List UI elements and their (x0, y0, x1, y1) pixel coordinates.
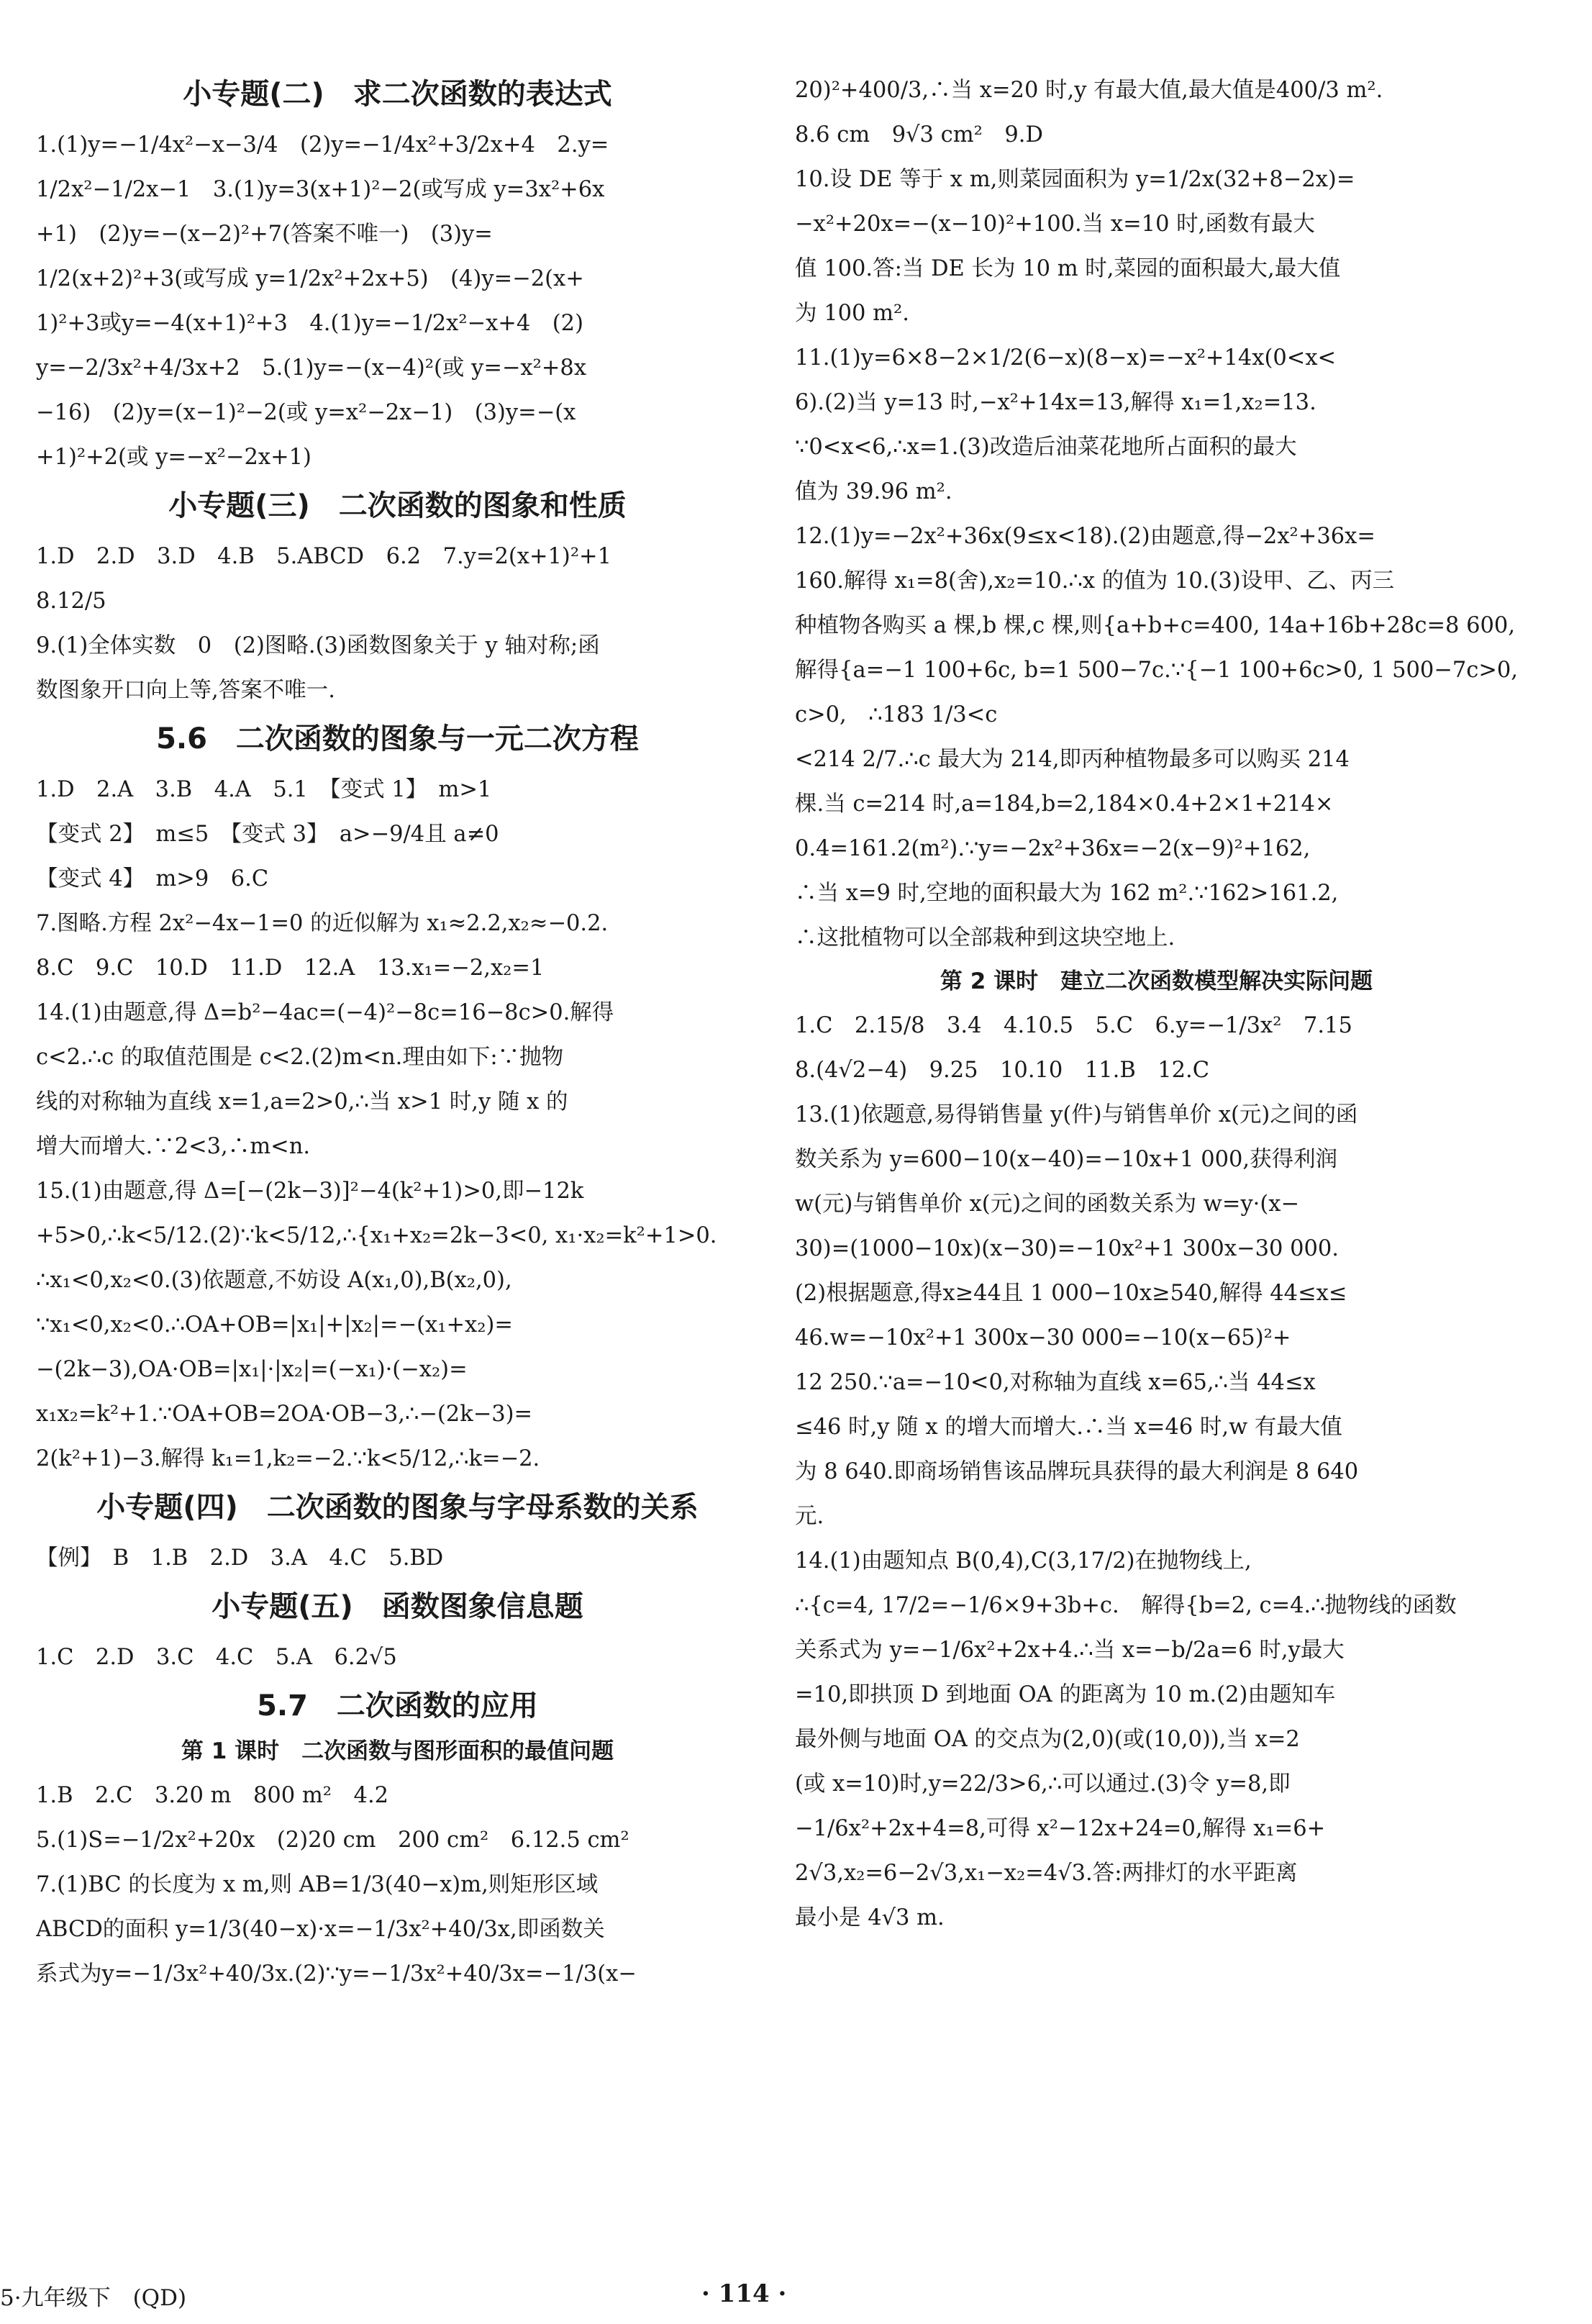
answer-line: 棵.当 c=214 时,a=184,b=2,184×0.4+2×1+214× (795, 791, 1334, 817)
answer-line: =10,即拱顶 D 到地面 OA 的距离为 10 m.(2)由题知车 (795, 1682, 1336, 1707)
answer-line: 1.C 2.D 3.C 4.C 5.A 6.2√5 (36, 1645, 397, 1670)
answer-line: (或 x=10)时,y=22/3>6,∴可以通过.(3)令 y=8,即 (795, 1771, 1291, 1797)
answer-line: 最小是 4√3 m. (795, 1905, 945, 1930)
answer-line: 1.C 2.15/8 3.4 4.10.5 5.C 6.y=−1/3x² 7.15 (795, 1013, 1352, 1038)
right-column (795, 68, 1518, 2133)
answer-line: 2√3,x₂=6−2√3,x₁−x₂=4√3.答:两排灯的水平距离 (795, 1861, 1298, 1886)
answer-line: 增大而增大.∵2<3,∴m<n. (36, 1134, 311, 1159)
answer-line: 15.(1)由题意,得 Δ=[−(2k−3)]²−4(k²+1)>0,即−12k (36, 1179, 584, 1204)
answer-line: (2)根据题意,得x≥44且 1 000−10x≥540,解得 44≤x≤ (795, 1281, 1347, 1306)
answer-line: ∴{c=4, 17/2=−1/6×9+3b+c. 解得{b=2, c=4.∴抛物线的函数 (795, 1593, 1457, 1618)
answer-line: 8.12/5 (36, 589, 106, 614)
answer-line: 种植物各购买 a 棵,b 棵,c 棵,则{a+b+c=400, 14a+16b+28c=8 600, (795, 613, 1516, 638)
section-title: 小专题(五) 函数图象信息题 (211, 1590, 583, 1623)
answer-line: 10.设 DE 等于 x m,则菜园面积为 y=1/2x(32+8−2x)= (795, 167, 1355, 192)
footer-grade-label: 5·九年级下 (QD) (0, 2285, 187, 2311)
answer-line: ∵0<x<6,∴x=1.(3)改造后油菜花地所占面积的最大 (795, 435, 1297, 460)
answer-line: 1.D 2.A 3.B 4.A 5.1 【变式 1】 m>1 (36, 777, 492, 802)
answer-line: 数关系为 y=600−10(x−40)=−10x+1 000,获得利润 (795, 1147, 1338, 1172)
answer-line: −1/6x²+2x+4=8,可得 x²−12x+24=0,解得 x₁=6+ (795, 1816, 1326, 1841)
section-title: 5.6 二次函数的图象与一元二次方程 (156, 722, 639, 755)
page-number: · 114 · (701, 2279, 787, 2308)
answer-line: 1.D 2.D 3.D 4.B 5.ABCD 6.2 7.y=2(x+1)²+1 (36, 544, 612, 569)
answer-line: −(2k−3),OA·OB=|x₁|·|x₂|=(−x₁)·(−x₂)= (36, 1357, 468, 1382)
answer-line: 值为 39.96 m². (795, 479, 952, 504)
answer-line: ≤46 时,y 随 x 的增大而增大.∴当 x=46 时,w 有最大值 (795, 1415, 1342, 1440)
answer-line: 12 250.∵a=−10<0,对称轴为直线 x=65,∴当 44≤x (795, 1370, 1316, 1395)
answer-line: ∵x₁<0,x₂<0.∴OA+OB=|x₁|+|x₂|=−(x₁+x₂)= (36, 1312, 513, 1338)
answer-line: 数图象开口向上等,答案不唯一. (36, 678, 335, 703)
answer-line: 11.(1)y=6×8−2×1/2(6−x)(8−x)=−x²+14x(0<x< (795, 345, 1337, 371)
section-title: 5.7 二次函数的应用 (257, 1689, 538, 1722)
answer-line: 160.解得 x₁=8(舍),x₂=10.∴x 的值为 10.(3)设甲、乙、丙三 (795, 568, 1395, 594)
lesson-subtitle: 第 2 课时 建立二次函数模型解决实际问题 (940, 968, 1373, 994)
answer-line: 2(k²+1)−3.解得 k₁=1,k₂=−2.∵k<5/12,∴k=−2. (36, 1446, 540, 1471)
answer-line: 1/2x²−1/2x−1 3.(1)y=3(x+1)²−2(或写成 y=3x²+6x (36, 177, 605, 202)
lesson-subtitle: 第 1 课时 二次函数与图形面积的最值问题 (181, 1738, 614, 1764)
answer-line: 46.w=−10x²+1 300x−30 000=−10(x−65)²+ (795, 1325, 1291, 1351)
answer-line: 为 100 m². (795, 301, 909, 326)
answer-line: c<2.∴c 的取值范围是 c<2.(2)m<n.理由如下:∵抛物 (36, 1045, 564, 1070)
section-title: 小专题(四) 二次函数的图象与字母系数的关系 (96, 1491, 699, 1524)
answer-line: 0.4=161.2(m²).∵y=−2x²+36x=−2(x−9)²+162, (795, 836, 1311, 861)
answer-line: 5.(1)S=−1/2x²+20x (2)20 cm 200 cm² 6.12.5 cm² (36, 1828, 629, 1853)
answer-line: ∴这批植物可以全部栽种到这块空地上. (795, 925, 1175, 950)
answer-line: 1/2(x+2)²+3(或写成 y=1/2x²+2x+5) (4)y=−2(x+ (36, 266, 584, 291)
answer-line: −x²+20x=−(x−10)²+100.当 x=10 时,函数有最大 (795, 212, 1315, 237)
answer-line: 系式为y=−1/3x²+40/3x.(2)∵y=−1/3x²+40/3x=−1/3(x− (36, 1961, 637, 1987)
answer-line: 1.B 2.C 3.20 m 800 m² 4.2 (36, 1783, 389, 1808)
answer-line: w(元)与销售单价 x(元)之间的函数关系为 w=y·(x− (795, 1191, 1300, 1217)
answer-line: 线的对称轴为直线 x=1,a=2>0,∴当 x>1 时,y 随 x 的 (36, 1089, 568, 1115)
answer-line: +5>0,∴k<5/12.(2)∵k<5/12,∴{x₁+x₂=2k−3<0, x₁·x₂=k²+1>0. (36, 1223, 717, 1248)
answer-line: 1)²+3或y=−4(x+1)²+3 4.(1)y=−1/2x²−x+4 (2) (36, 311, 583, 336)
answer-line: +1) (2)y=−(x−2)²+7(答案不唯一) (3)y= (36, 222, 493, 247)
answer-line: 值 100.答:当 DE 长为 10 m 时,菜园的面积最大,最大值 (795, 256, 1341, 281)
answer-line: 20)²+400/3,∴当 x=20 时,y 有最大值,最大值是400/3 m². (795, 78, 1383, 103)
answer-line: 为 8 640.即商场销售该品牌玩具获得的最大利润是 8 640 (795, 1459, 1359, 1484)
answer-line: 14.(1)由题意,得 Δ=b²−4ac=(−4)²−8c=16−8c>0.解得 (36, 1000, 614, 1025)
answer-line: 1.(1)y=−1/4x²−x−3/4 (2)y=−1/4x²+3/2x+4 2.y= (36, 132, 609, 158)
answer-line: ABCD的面积 y=1/3(40−x)·x=−1/3x²+40/3x,即函数关 (36, 1917, 605, 1942)
answer-line: 关系式为 y=−1/6x²+2x+4.∴当 x=−b/2a=6 时,y最大 (795, 1638, 1345, 1663)
answer-line: 8.C 9.C 10.D 11.D 12.A 13.x₁=−2,x₂=1 (36, 956, 545, 981)
answer-line: 8.6 cm 9√3 cm² 9.D (795, 122, 1043, 147)
answer-line: 解得{a=−1 100+6c, b=1 500−7c.∵{−1 100+6c>0, 1 500−7c>0, c>0, ∴183 1/3<c (795, 658, 1518, 727)
answer-line: 12.(1)y=−2x²+36x(9≤x<18).(2)由题意,得−2x²+36x= (795, 524, 1375, 549)
answer-line: y=−2/3x²+4/3x+2 5.(1)y=−(x−4)²(或 y=−x²+8x (36, 355, 587, 381)
answer-line: 【变式 4】 m>9 6.C (36, 866, 269, 891)
section-title: 小专题(三) 二次函数的图象和性质 (168, 489, 627, 522)
section-title: 小专题(二) 求二次函数的表达式 (183, 78, 612, 111)
answer-line: 7.(1)BC 的长度为 x m,则 AB=1/3(40−x)m,则矩形区域 (36, 1872, 599, 1897)
answer-line: 7.图略.方程 2x²−4x−1=0 的近似解为 x₁≈2.2,x₂≈−0.2. (36, 911, 609, 936)
answer-line: 30)=(1000−10x)(x−30)=−10x²+1 300x−30 000. (795, 1236, 1339, 1261)
answer-line: 9.(1)全体实数 0 (2)图略.(3)函数图象关于 y 轴对称;函 (36, 633, 600, 658)
answer-line: +1)²+2(或 y=−x²−2x+1) (36, 445, 311, 470)
left-column (36, 68, 759, 2133)
answer-line: 6).(2)当 y=13 时,−x²+14x=13,解得 x₁=1,x₂=13. (795, 390, 1316, 415)
answer-line: ∴当 x=9 时,空地的面积最大为 162 m².∵162>161.2, (795, 881, 1339, 906)
answer-line: −16) (2)y=(x−1)²−2(或 y=x²−2x−1) (3)y=−(x (36, 400, 576, 425)
answer-line: 14.(1)由题知点 B(0,4),C(3,17/2)在抛物线上, (795, 1548, 1252, 1574)
answer-line: <214 2/7.∴c 最大为 214,即丙种植物最多可以购买 214 (795, 747, 1350, 772)
answer-line: 【变式 2】 m≤5 【变式 3】 a>−9/4且 a≠0 (36, 822, 499, 847)
answer-line: 元. (795, 1504, 824, 1529)
answer-line: x₁x₂=k²+1.∵OA+OB=2OA·OB−3,∴−(2k−3)= (36, 1402, 533, 1427)
answer-line: 【例】 B 1.B 2.D 3.A 4.C 5.BD (36, 1545, 444, 1571)
answer-line: 13.(1)依题意,易得销售量 y(件)与销售单价 x(元)之间的函 (795, 1102, 1358, 1127)
answer-line: ∴x₁<0,x₂<0.(3)依题意,不妨设 A(x₁,0),B(x₂,0), (36, 1268, 512, 1293)
answer-line: 8.(4√2−4) 9.25 10.10 11.B 12.C (795, 1058, 1210, 1083)
answer-line: 最外侧与地面 OA 的交点为(2,0)(或(10,0)),当 x=2 (795, 1727, 1300, 1752)
